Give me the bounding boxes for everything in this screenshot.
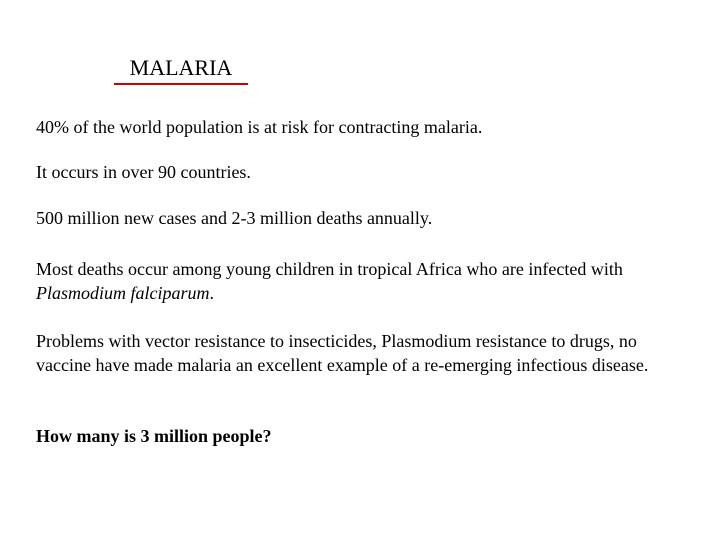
paragraph-cases: 500 million new cases and 2-3 million deaths annually. [36, 208, 433, 228]
paragraph-deaths-text: Most deaths occur among young children in tropical Africa who are infected with [36, 259, 623, 279]
paragraph-question: How many is 3 million people? [36, 426, 272, 446]
paragraph-resistance: Problems with vector resistance to insecticides, Plasmodium resistance to drugs, no vaccine have made malaria an excellent example of a re-emerging infectious disease. [36, 331, 649, 375]
paragraph-risk: 40% of the world population is at risk for contracting malaria. [36, 117, 483, 137]
title-underline [114, 83, 248, 85]
paragraph-countries: It occurs in over 90 countries. [36, 162, 251, 182]
species-name: Plasmodium falciparum [36, 283, 210, 303]
paragraph-deaths-children [36, 257, 676, 305]
slide-title: MALARIA [129, 55, 233, 80]
paragraph-deaths-end: . [209, 283, 214, 303]
title-block [114, 54, 248, 85]
